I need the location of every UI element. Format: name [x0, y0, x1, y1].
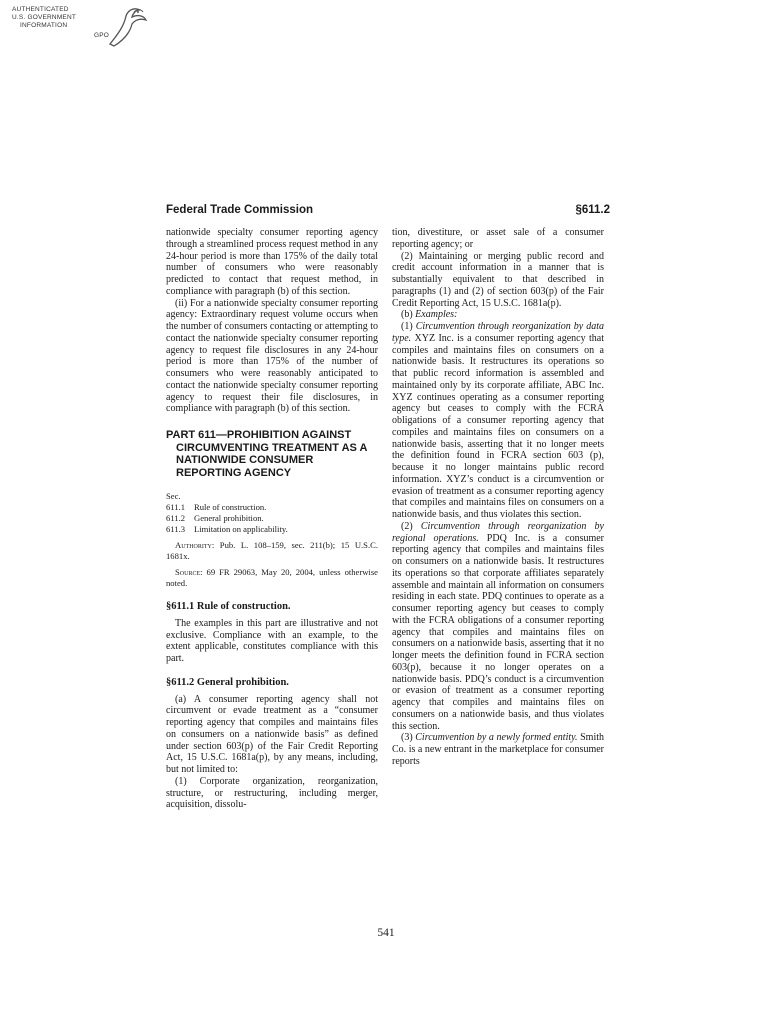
authentication-stamp	[12, 4, 152, 54]
paragraph	[392, 521, 604, 733]
paragraph-lead: (2)	[401, 520, 413, 532]
toc-title: Rule of construction.	[194, 502, 267, 512]
toc-label: Sec.	[166, 491, 181, 501]
authority-text: Pub. L. 108–159, sec. 211(b); 15 U.S.C. 1681x.	[166, 540, 378, 561]
right-column	[392, 227, 604, 768]
paragraph-text: PDQ Inc. is a consumer reporting agency that compiles and maintains files on consumers on a nationwide basis. It restructures its operations so that corporate affiliates separately assemble and maintain all information on consumers residing in each state. PDQ continues to operate as a consumer reporting agency but ceases to comply with the FCRA obligations of a consumer reporting agency that compiles and maintains files on consumers on a nationwide basis, asserting that it no longer meets the definition found in FCRA section 603(p), because it no longer operates on a nationwide basis. PDQ’s conduct is a circumvention or evasion of treatment as a consumer reporting agency that compiles and maintains files on consumers on a nationwide basis, and thus violates this section.	[392, 532, 605, 732]
source-note	[166, 567, 378, 589]
stamp-line-2: U.S. GOVERNMENT	[12, 14, 77, 21]
paragraph-title: Examples:	[415, 309, 458, 321]
toc-row	[166, 524, 378, 535]
paragraph: (ii) For a nationwide specialty consumer reporting agency: Extraordinary request volume occurs when the number of consumers contacting or attempting to contact the nationwide specialty consumer reporting agency to request file disclosures in any 24-hour period is more than 175% of the number of consumers who were reasonably anticipated to contact the nationwide specialty consumer reporting agency to request their file disclosures, in compliance with paragraph (b) of this section.	[166, 297, 378, 415]
paragraph-text: Smith Co. is a new entrant in the marketplace for consumer reports	[392, 732, 605, 767]
toc-number: 611.2	[166, 513, 186, 523]
paragraph-title: Circumvention by a newly formed entity.	[415, 732, 578, 744]
toc-row	[166, 502, 378, 513]
toc-number: 611.1	[166, 502, 186, 512]
paragraph: nationwide specialty consumer reporting agency through a streamlined process request method in any 24-hour period is more than 175% of the daily total number of consumers who were reasonably predicted to contact that request method, in compliance with paragraph (b) of this section.	[166, 227, 378, 297]
paragraph: (2) Maintaining or merging public record and credit account information in a manner that is substantially equivalent to that described in paragraphs (1) and (2) of section 603(p) of the Fair Credit Reporting Act, 15 U.S.C. 1681a(p).	[392, 250, 604, 309]
paragraph	[392, 732, 604, 767]
paragraph: The examples in this part are illustrative and not exclusive. Compliance with an example, to the extent applicable, constitutes compliance with this part.	[166, 617, 378, 664]
toc-row	[166, 513, 378, 524]
paragraph: (a) A consumer reporting agency shall not circumvent or evade treatment as a “consumer reporting agency that compiles and maintains files on consumers on a nationwide basis” as defined under section 603(p) of the Fair Credit Reporting Act, 15 U.S.C. 1681a(p), by any means, including, but not limited to:	[166, 693, 378, 775]
toc-number: 611.3	[166, 524, 186, 534]
section-heading: §611.2 General prohibition.	[166, 676, 289, 688]
paragraph-lead: (3)	[401, 732, 413, 744]
paragraph: tion, divestiture, or asset sale of a consumer reporting agency; or	[392, 227, 604, 250]
section-title: §611.2	[575, 204, 610, 216]
paragraph-lead: (1)	[401, 321, 413, 332]
paragraph-title: Circumvention through reorganization by data type.	[392, 321, 604, 344]
paragraph-lead: (b)	[401, 309, 413, 321]
paragraph	[392, 321, 604, 521]
page-number: 541	[377, 927, 395, 939]
paragraph: (1) Corporate organization, reorganization, structure, or restructuring, including merger, acquisition, dissolu-	[166, 775, 378, 811]
stamp-line-3: INFORMATION	[20, 22, 68, 29]
running-head	[166, 204, 610, 220]
authority-note	[166, 540, 378, 562]
left-column	[166, 227, 378, 811]
table-of-contents	[166, 491, 378, 535]
part-heading: PART 611—PROHIBITION AGAINST CIRCUMVENTING TREATMENT AS A NATIONWIDE CONSUMER REPORTING AGENCY	[166, 429, 368, 479]
eagle-seal-icon	[104, 4, 150, 48]
section-heading: §611.1 Rule of construction.	[166, 601, 291, 612]
stamp-line-1: AUTHENTICATED	[12, 6, 69, 13]
toc-title: Limitation on applicability.	[194, 524, 288, 534]
source-label: Source:	[175, 567, 203, 577]
source-text: 69 FR 29063, May 20, 2004, unless otherwise noted.	[166, 567, 378, 588]
toc-title: General prohibition.	[194, 513, 264, 523]
paragraph	[392, 309, 604, 321]
agency-title: Federal Trade Commission	[166, 204, 313, 216]
paragraph-text: XYZ Inc. is a consumer reporting agency that compiles and maintains files on consumers on a nationwide basis. It restructures its operations so that public record information is assembled and maintained only by its corporate affiliate, ABC Inc. XYZ continues operating as a consumer reporting agency but ceases to comply with the FCRA obligations of a consumer reporting agency that compiles and maintains files on consumers on a nationwide basis, asserting that it no longer meets the definition found in FCRA section 603 (p), because it no longer maintains public record information. XYZ’s conduct is a circumvention or evasion of treatment as a consumer reporting agency that compiles and maintains files on consumers on a nationwide basis, and thus violates this section.	[392, 332, 604, 520]
authority-label: Authority:	[175, 540, 215, 550]
stamp-line-4: GPO	[94, 32, 110, 39]
paragraph-title: Circumvention through reorganization by regional operations.	[392, 520, 604, 544]
